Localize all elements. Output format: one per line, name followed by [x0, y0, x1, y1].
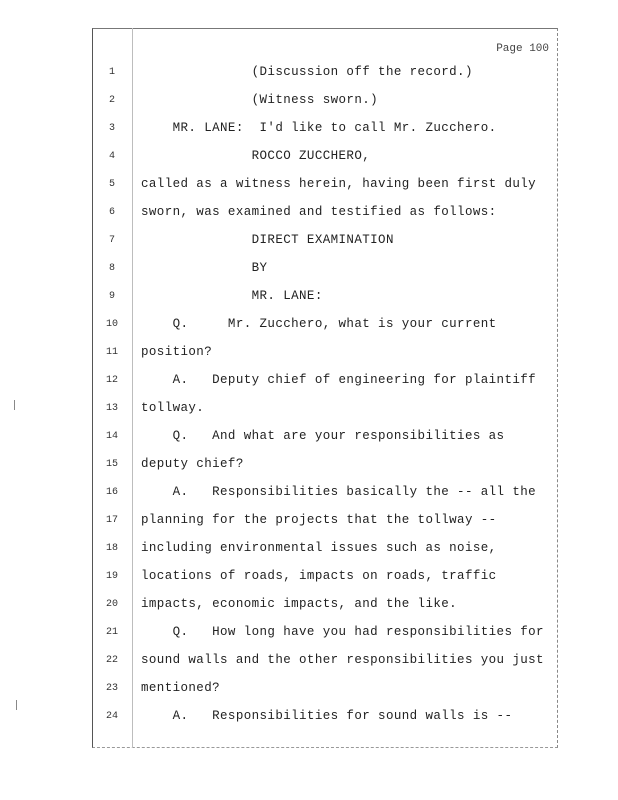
transcript-line — [93, 149, 559, 169]
transcript-line — [93, 205, 559, 225]
line-number: 13 — [105, 403, 118, 414]
line-number: 2 — [108, 95, 115, 106]
line-number: 14 — [105, 431, 118, 442]
scan-mark — [14, 400, 17, 410]
transcript-line — [93, 121, 559, 141]
line-number: 6 — [108, 207, 115, 218]
line-text: Q. Mr. Zucchero, what is your current — [141, 317, 497, 331]
line-number: 9 — [108, 291, 115, 302]
line-text: Q. And what are your responsibilities as — [141, 429, 505, 443]
transcript-line — [93, 345, 559, 365]
line-number: 23 — [105, 683, 118, 694]
line-number: 22 — [105, 655, 118, 666]
transcript-line — [93, 513, 559, 533]
transcript-line — [93, 429, 559, 449]
line-number: 1 — [108, 67, 115, 78]
transcript-line — [93, 625, 559, 645]
transcript-line — [93, 597, 559, 617]
line-text: DIRECT EXAMINATION — [141, 233, 394, 247]
line-text: impacts, economic impacts, and the like. — [141, 597, 458, 611]
transcript-page — [92, 28, 558, 748]
transcript-line — [93, 177, 559, 197]
line-text: locations of roads, impacts on roads, traffic — [141, 569, 497, 583]
transcript-line — [93, 373, 559, 393]
transcript-line — [93, 653, 559, 673]
line-text: position? — [141, 345, 213, 359]
line-number: 19 — [105, 571, 118, 582]
line-text: deputy chief? — [141, 457, 244, 471]
transcript-line — [93, 485, 559, 505]
line-number: 12 — [105, 375, 118, 386]
line-number: 20 — [105, 599, 118, 610]
line-number: 3 — [108, 123, 115, 134]
line-number: 16 — [105, 487, 118, 498]
page-number: Page 100 — [496, 43, 549, 55]
transcript-line — [93, 233, 559, 253]
line-number: 4 — [108, 151, 115, 162]
line-text: planning for the projects that the tollway -- — [141, 513, 497, 527]
line-number: 10 — [105, 319, 118, 330]
line-number: 8 — [108, 263, 115, 274]
line-number: 18 — [105, 543, 118, 554]
transcript-line — [93, 93, 559, 113]
transcript-line — [93, 317, 559, 337]
line-text: A. Responsibilities basically the -- all the — [141, 485, 537, 499]
line-number: 17 — [105, 515, 118, 526]
line-text: MR. LANE: I'd like to call Mr. Zucchero. — [141, 121, 497, 135]
line-text: A. Responsibilities for sound walls is -- — [141, 709, 513, 723]
line-text: called as a witness herein, having been first duly — [141, 177, 537, 191]
transcript-line — [93, 289, 559, 309]
line-text: including environmental issues such as noise, — [141, 541, 497, 555]
scan-mark — [16, 700, 19, 710]
line-number: 7 — [108, 235, 115, 246]
line-text: BY — [141, 261, 268, 275]
line-text: Q. How long have you had responsibilities for — [141, 625, 544, 639]
line-number: 11 — [105, 347, 118, 358]
transcript-line — [93, 569, 559, 589]
line-text: ROCCO ZUCCHERO, — [141, 149, 371, 163]
line-text: sworn, was examined and testified as follows: — [141, 205, 497, 219]
line-text: MR. LANE: — [141, 289, 323, 303]
line-text: mentioned? — [141, 681, 221, 695]
line-text: A. Deputy chief of engineering for plaintiff — [141, 373, 537, 387]
line-number: 15 — [105, 459, 118, 470]
line-number: 21 — [105, 627, 118, 638]
transcript-line — [93, 401, 559, 421]
transcript-line — [93, 65, 559, 85]
line-number: 5 — [108, 179, 115, 190]
line-number: 24 — [105, 711, 118, 722]
transcript-line — [93, 709, 559, 729]
transcript-line — [93, 261, 559, 281]
transcript-line — [93, 681, 559, 701]
line-text: (Witness sworn.) — [141, 93, 379, 107]
line-text: tollway. — [141, 401, 205, 415]
transcript-line — [93, 541, 559, 561]
transcript-line — [93, 457, 559, 477]
margin-rule — [132, 28, 133, 748]
line-text: sound walls and the other responsibilities you just — [141, 653, 544, 667]
line-text: (Discussion off the record.) — [141, 65, 473, 79]
